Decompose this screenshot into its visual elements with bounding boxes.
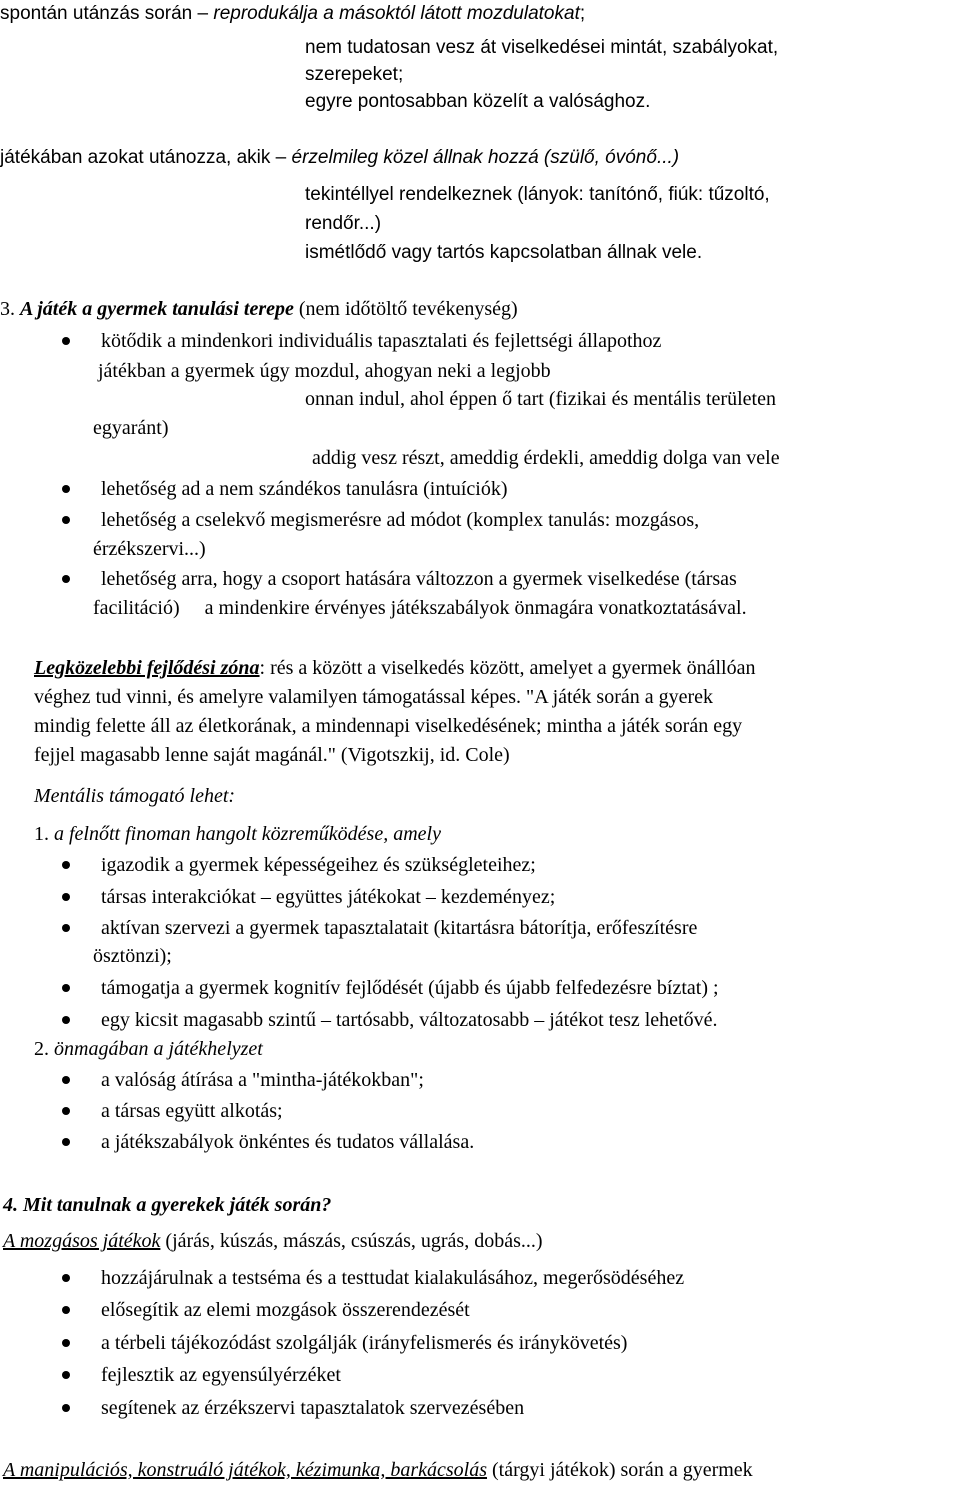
motor-item-1: hozzájárulnak a testséma és a testtudat kialakulásához, megerősödéséhez [101, 1267, 685, 1289]
motor-item-4: fejlesztik az egyensúlyérzéket [101, 1364, 341, 1386]
section-3-bullet-2: lehetőség ad a nem szándékos tanulásra (intuíciók) [101, 478, 508, 500]
motor-games-term: A mozgásos játékok [3, 1230, 161, 1252]
manipulation-games-rest: (tárgyi játékok) során a gyermek [487, 1459, 753, 1481]
section-3-line-4: egyaránt) [93, 417, 169, 439]
support-heading-1-num: 1. [34, 823, 54, 845]
section-3-line-2: játékban a gyermek úgy mozdul, ahogyan neki a legjobb [98, 360, 551, 382]
support-heading-2-text: önmagában a játékhelyzet [54, 1038, 263, 1060]
section-3-heading-rest: (nem időtöltő tevékenység) [293, 298, 518, 320]
motor-item-5: segítenek az érzékszervi tapasztalatok szervezésében [101, 1397, 525, 1419]
support-item-4: támogatja a gyermek kognitív fejlődését (újabb és újabb felfedezésre bíztat) ; [101, 977, 719, 999]
zone-line-1 [34, 656, 755, 680]
top-line-5-b: érzelmileg közel állnak hozzá (szülő, óvónő...) [291, 147, 680, 168]
motor-games-line [3, 1229, 543, 1253]
section-3-bullet-4-cont: facilitáció) a mindenkire érvényes játékszabályok önmagára vonatkoztatásával. [93, 597, 747, 619]
section-3-bullet-4: lehetőség arra, hogy a csoport hatására változzon a gyermek viselkedése (társas [101, 568, 737, 590]
motor-item-3: a térbeli tájékozódást szolgálják (irányfelismerés és iránykövetés) [101, 1332, 628, 1354]
bullet-icon [62, 1404, 70, 1412]
bullet-icon [62, 924, 70, 932]
top-line-1-c: ; [579, 3, 586, 24]
bullet-icon [62, 893, 70, 901]
bullet-icon [62, 337, 70, 345]
support-item-2: társas interakciókat – együttes játékokat – kezdeményez; [101, 886, 556, 908]
support-2-item-2: a társas együtt alkotás; [101, 1100, 283, 1122]
zone-term: Legközelebbi fejlődési zóna [34, 657, 260, 679]
section-3-bullet-3: lehetőség a cselekvő megismerésre ad módot (komplex tanulás: mozgásos, [101, 509, 700, 531]
top-line-3: szerepeket; [305, 64, 404, 85]
top-line-5-a: játékában azokat utánozza, akik – [0, 147, 292, 168]
top-line-1-b: reprodukálja a másoktól látott mozdulatokat [213, 3, 580, 24]
section-3-heading-num: 3. [0, 298, 20, 320]
zone-line-1-rest: : rés a között a viselkedés között, amelyet a gyermek önállóan [259, 657, 756, 679]
support-2-item-3: a játékszabályok önkéntes és tudatos vállalása. [101, 1131, 475, 1153]
top-line-7: rendőr...) [305, 213, 382, 234]
top-line-4: egyre pontosabban közelít a valósághoz. [305, 91, 651, 112]
top-line-1-a: spontán utánzás során – [0, 3, 214, 24]
bullet-icon [62, 1076, 70, 1084]
bullet-icon [62, 1306, 70, 1314]
support-title: Mentális támogató lehet: [34, 785, 236, 807]
top-line-1 [0, 2, 585, 26]
support-heading-1 [34, 822, 441, 846]
motor-games-rest: (járás, kúszás, mászás, csúszás, ugrás, dobás...) [160, 1230, 543, 1252]
section-3-bullet-1: kötődik a mindenkori individuális tapasztalati és fejlettségi állapothoz [101, 330, 662, 352]
bullet-icon [62, 575, 70, 583]
top-line-8: ismétlődő vagy tartós kapcsolatban állnak vele. [305, 242, 703, 263]
section-3-heading [0, 297, 518, 321]
section-3-heading-title: A játék a gyermek tanulási terepe [20, 298, 294, 320]
support-2-item-1: a valóság átírása a "mintha-játékokban"; [101, 1069, 424, 1091]
bullet-icon [62, 984, 70, 992]
top-line-5 [0, 146, 679, 170]
support-heading-2-num: 2. [34, 1038, 54, 1060]
bullet-icon [62, 1339, 70, 1347]
manipulation-games-term: A manipulációs, konstruáló játékok, kézimunka, barkácsolás [3, 1459, 488, 1481]
section-3-bullet-3-cont: érzékszervi...) [93, 538, 206, 560]
support-item-3: aktívan szervezi a gyermek tapasztalatait (kitartásra bátorítja, erőfeszítésre [101, 917, 698, 939]
bullet-icon [62, 861, 70, 869]
bullet-icon [62, 485, 70, 493]
top-line-6: tekintéllyel rendelkeznek (lányok: tanítónő, fiúk: tűzoltó, [305, 184, 770, 205]
section-3-line-3: onnan indul, ahol éppen ő tart (fizikai és mentális területen [305, 388, 776, 410]
support-item-1: igazodik a gyermek képességeihez és szükségleteihez; [101, 854, 536, 876]
bullet-icon [62, 516, 70, 524]
support-item-5: egy kicsit magasabb szintű – tartósabb, változatosabb – játékot tesz lehetővé. [101, 1009, 718, 1031]
top-line-2: nem tudatosan vesz át viselkedései mintát, szabályokat, [305, 37, 779, 58]
bullet-icon [62, 1016, 70, 1024]
bullet-icon [62, 1371, 70, 1379]
section-4-heading: 4. Mit tanulnak a gyerekek játék során? [3, 1194, 332, 1216]
bullet-icon [62, 1107, 70, 1115]
zone-line-4: fejjel magasabb lenne saját magánál." (Vigotszkij, id. Cole) [34, 744, 510, 766]
support-item-3-cont: ösztönzi); [93, 945, 172, 967]
zone-line-2: véghez tud vinni, és amelyre valamilyen támogatással képes. "A játék során a gyerek [34, 686, 714, 708]
support-heading-1-text: a felnőtt finoman hangolt közreműködése, amely [54, 823, 441, 845]
bullet-icon [62, 1138, 70, 1146]
bullet-icon [62, 1274, 70, 1282]
motor-item-2: elősegítik az elemi mozgások összerendezését [101, 1299, 470, 1321]
support-heading-2 [34, 1037, 263, 1061]
zone-line-3: mindig felette áll az életkorának, a mindennapi viselkedésének; mintha a játék során egy [34, 715, 743, 737]
section-3-line-5: addig vesz részt, ameddig érdekli, ameddig dolga van vele [312, 447, 780, 469]
manipulation-games-line [3, 1458, 753, 1482]
